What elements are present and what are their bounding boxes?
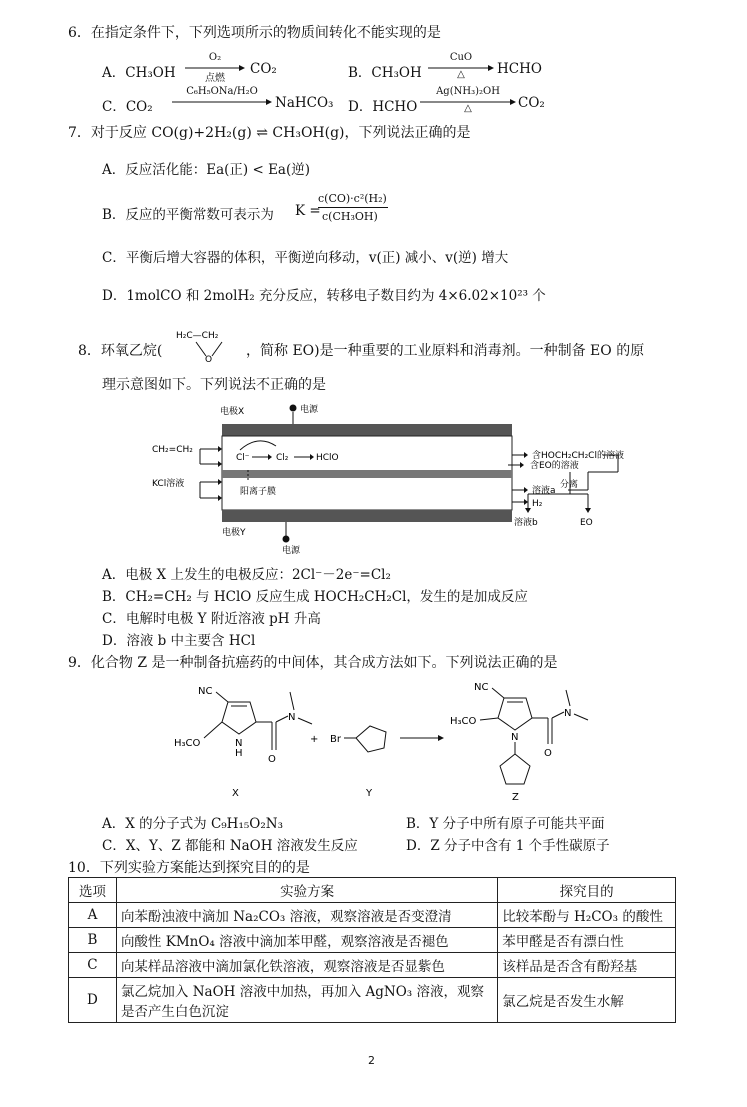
q9-option-a: A．X 的分子式为 C₉H₁₅O₂N₃: [102, 816, 283, 832]
fraction-bar: [318, 207, 388, 208]
y-br-label: Br: [330, 734, 341, 745]
q8-option-c: C．电解时电极 Y 附近溶液 pH 升高: [102, 611, 321, 627]
label-cl-minus: Cl⁻: [236, 453, 250, 463]
q7-option-b-k: K =: [295, 203, 321, 219]
x-amide-n: N: [288, 712, 296, 723]
row-plan: 向苯酚浊液中滴加 Na₂CO₃ 溶液，观察溶液是否变澄清: [116, 903, 497, 928]
q6-b-reactant: B．CH₃OH: [348, 65, 422, 81]
z-amide-n: N: [564, 708, 572, 719]
power-terminal-top: [290, 405, 297, 412]
table-row: [69, 928, 676, 953]
header-goal: 探究目的: [498, 878, 676, 903]
z-methoxy-label: H₃CO: [450, 716, 477, 727]
z-nc-label: NC: [474, 682, 489, 693]
q9-option-d: D．Z 分子中含有 1 个手性碳原子: [406, 838, 610, 854]
label-power-top: 电源: [300, 405, 319, 415]
table-row: [69, 978, 676, 1023]
compound-y-label: Y: [366, 788, 373, 799]
experiment-table: [68, 877, 676, 1023]
header-option: 选项: [69, 878, 117, 903]
q6-a-condition-bottom: 点燃: [205, 73, 225, 84]
label-kcl: KCl溶液: [152, 479, 185, 489]
q6-c-condition-top: C₆H₅ONa/H₂O: [186, 86, 258, 97]
q7-option-b-numerator: c(CO)·c²(H₂): [318, 192, 387, 205]
epoxide-structure: [170, 326, 242, 364]
q8-stem-2: 理示意图如下。下列说法不正确的是: [102, 377, 326, 393]
x-h-label: H: [235, 748, 243, 759]
q6-b-condition-bottom: △: [457, 69, 465, 80]
x-methoxy-label: H₃CO: [174, 738, 201, 749]
q6-option-a: [102, 61, 176, 81]
separation-diagram: [508, 458, 638, 538]
q6-d-arrow: [420, 86, 516, 120]
row-goal: 该样品是否含有酚羟基: [498, 953, 676, 978]
label-cl2: Cl₂: [276, 453, 289, 463]
label-solution-b: 溶液b: [514, 518, 538, 528]
page-number: 2: [368, 1054, 375, 1067]
row-option: D: [69, 978, 117, 1023]
label-h2: H₂: [532, 499, 543, 509]
svg-text:O: O: [205, 355, 213, 364]
q6-c-arrow: [172, 86, 272, 116]
q8-stem-end: ，简称 EO)是一种重要的工业原料和消毒剂。一种制备 EO 的原: [246, 343, 645, 359]
row-goal: 氯乙烷是否发生水解: [498, 978, 676, 1023]
epoxide-label: H₂C—CH₂: [176, 331, 219, 341]
x-nh-label: N: [235, 738, 243, 749]
table-header-row: [69, 878, 676, 903]
compound-x-label: X: [232, 788, 239, 799]
electrode-y-plate: [222, 510, 512, 522]
header-plan: 实验方案: [116, 878, 497, 903]
label-solution-a: 溶液a: [532, 486, 556, 496]
compound-z-label: Z: [512, 792, 519, 803]
table-row: [69, 903, 676, 928]
q8-option-d: D．溶液 b 中主要含 HCl: [102, 633, 256, 649]
z-o-label: O: [544, 748, 552, 759]
q7-option-d: D．1molCO 和 2molH₂ 充分反应，转移电子数目约为 4×6.02×10²³ 个: [102, 288, 546, 304]
q9-option-c: C．X、Y、Z 都能和 NaOH 溶液发生反应: [102, 838, 358, 854]
table-row: [69, 953, 676, 978]
q10-stem: 10．下列实验方案能达到探究目的的是: [68, 860, 310, 876]
q6-a-arrow: [185, 52, 245, 84]
row-goal: 比较苯酚与 H₂CO₃ 的酸性: [498, 903, 676, 928]
label-membrane: 阳离子膜: [240, 487, 277, 497]
label-out-chlorohydrin: 含HOCH₂CH₂Cl的溶液: [532, 451, 624, 461]
q7-option-b-text: B．反应的平衡常数可表示为: [102, 207, 274, 223]
row-option: C: [69, 953, 117, 978]
label-separate: 分离: [560, 480, 579, 490]
q9-stem: 9．化合物 Z 是一种制备抗癌药的中间体，其合成方法如下。下列说法正确的是: [68, 655, 558, 671]
q6-b-arrow: [428, 52, 494, 86]
row-goal: 苯甲醛是否有漂白性: [498, 928, 676, 953]
electrode-x-plate: [222, 424, 512, 436]
cation-membrane: [222, 470, 512, 478]
q8-stem-start: 8．环氧乙烷(: [78, 343, 163, 359]
z-ring-n: N: [511, 732, 519, 743]
row-plan: 向酸性 KMnO₄ 溶液中滴加苯甲醛，观察溶液是否褪色: [116, 928, 497, 953]
label-eo: EO: [580, 518, 593, 528]
label-ethylene: CH₂=CH₂: [152, 445, 193, 455]
q6-stem: 6．在指定条件下，下列选项所示的物质间转化不能实现的是: [68, 25, 441, 41]
q6-b-condition-top: CuO: [449, 52, 473, 63]
label-power-bottom: 电源: [282, 546, 301, 556]
q6-c-reactant: C．CO₂: [102, 99, 153, 115]
q6-d-condition-top: Ag(NH₃)₂OH: [436, 86, 500, 97]
row-plan: 向某样品溶液中滴加氯化铁溶液，观察溶液是否显紫色: [116, 953, 497, 978]
q7-option-a: A．反应活化能：Ea(正) < Ea(逆): [102, 162, 311, 178]
q7-stem: 7．对于反应 CO(g)+2H₂(g) ⇌ CH₃OH(g)，下列说法正确的是: [68, 125, 471, 141]
q6-a-product: CO₂: [250, 61, 277, 77]
synthesis-scheme: [160, 676, 630, 806]
q8-option-a: A．电极 X 上发生的电极反应：2Cl⁻－2e⁻=Cl₂: [102, 567, 391, 583]
q6-d-condition-bottom: △: [464, 103, 472, 114]
q8-option-b: B．CH₂=CH₂ 与 HClO 反应生成 HOCH₂CH₂Cl，发生的是加成反应: [102, 589, 528, 605]
q6-a-condition-top: O₂: [208, 52, 222, 63]
plus-sign: +: [310, 734, 319, 745]
x-nc-label: NC: [198, 686, 213, 697]
q6-b-product: HCHO: [497, 61, 542, 77]
label-hclo: HClO: [316, 453, 339, 463]
x-o-label: O: [268, 754, 276, 765]
q7-option-b-denominator: c(CH₃OH): [322, 210, 378, 223]
row-option: B: [69, 928, 117, 953]
q9-option-b: B．Y 分子中所有原子可能共平面: [406, 816, 605, 832]
label-electrode-x: 电极X: [220, 407, 245, 417]
label-eo-solution: 含EO的溶液: [530, 461, 579, 471]
svg-text:.: .: [516, 465, 519, 475]
label-electrode-y: 电极Y: [222, 528, 246, 538]
q6-d-reactant: D．HCHO: [348, 99, 418, 115]
q7-option-c: C．平衡后增大容器的体积，平衡逆向移动，v(正) 减小、v(逆) 增大: [102, 250, 509, 266]
q6-c-product: NaHCO₃: [275, 95, 334, 111]
row-option: A: [69, 903, 117, 928]
q6-a-reactant: A．CH₃OH: [102, 65, 176, 81]
power-terminal-bottom: [283, 536, 290, 543]
q6-d-product: CO₂: [518, 95, 545, 111]
row-plan: 氯乙烷加入 NaOH 溶液中加热，再加入 AgNO₃ 溶液，观察是否产生白色沉淀: [116, 978, 497, 1023]
